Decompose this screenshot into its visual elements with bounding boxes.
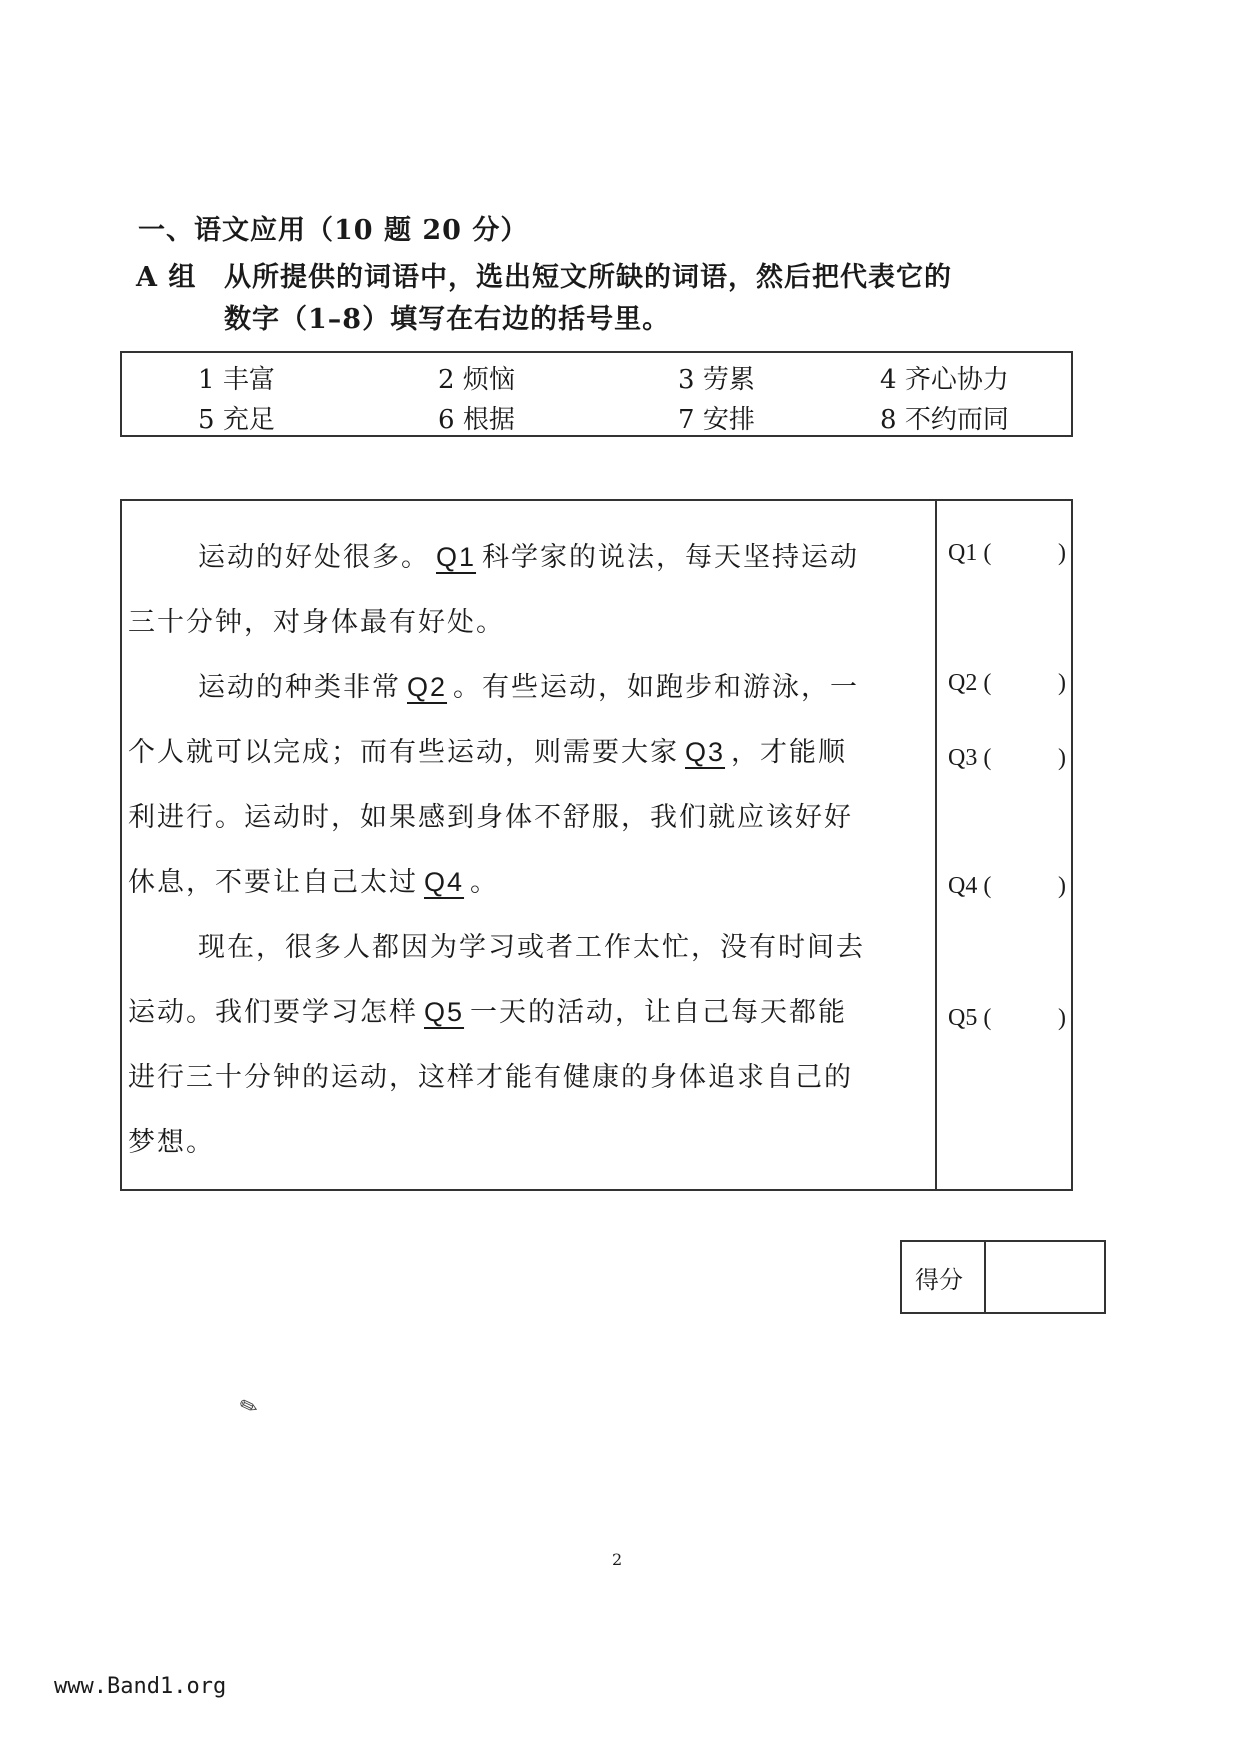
passage-line: 梦想。 bbox=[128, 1127, 215, 1158]
blank-q5: Q5 bbox=[424, 997, 465, 1027]
instruction-line-2: 数字（1–8）填写在右边的括号里。 bbox=[224, 304, 671, 335]
blank-q4: Q4 bbox=[424, 867, 465, 897]
column-divider bbox=[935, 499, 937, 1191]
blank-q3: Q3 bbox=[685, 737, 726, 767]
passage-line: 进行三十分钟的运动，这样才能有健康的身体追求自己的 bbox=[128, 1062, 853, 1093]
word-bank-item: 5 充足 bbox=[198, 405, 275, 435]
instruction-text-1: 从所提供的词语中，选出短文所缺的词语，然后把代表它的 bbox=[224, 262, 952, 293]
passage-line: 运动的好处很多。 Q1 科学家的说法，每天坚持运动 bbox=[198, 542, 860, 573]
passage-line: 现在，很多人都因为学习或者工作太忙，没有时间去 bbox=[198, 932, 865, 963]
passage-line: 个人就可以完成；而有些运动，则需要大家 Q3 ，才能顺 bbox=[128, 737, 848, 768]
blank-q2: Q2 bbox=[407, 672, 448, 702]
word-bank-item: 3 劳累 bbox=[678, 365, 755, 395]
pencil-mark-icon: ✎ bbox=[236, 1392, 263, 1423]
word-bank-item: 6 根据 bbox=[438, 405, 515, 435]
section-title: 一、语文应用（10 题 20 分） bbox=[138, 215, 529, 246]
word-bank-item: 8 不约而同 bbox=[880, 405, 1009, 435]
answer-slot-q5[interactable]: Q5 ( ) bbox=[948, 1005, 1066, 1031]
passage-line: 利进行。运动时，如果感到身体不舒服，我们就应该好好 bbox=[128, 802, 853, 833]
answer-slot-q1[interactable]: Q1 ( ) bbox=[948, 540, 1066, 566]
score-divider bbox=[984, 1240, 986, 1314]
passage-line: 运动的种类非常 Q2 。有些运动，如跑步和游泳，一 bbox=[198, 672, 860, 703]
word-bank-item: 4 齐心协力 bbox=[880, 365, 1009, 395]
word-bank-item: 2 烦恼 bbox=[438, 365, 515, 395]
blank-q1: Q1 bbox=[436, 542, 477, 572]
word-bank-box bbox=[120, 351, 1073, 437]
word-bank-item: 1 丰富 bbox=[198, 365, 275, 395]
answer-slot-q3[interactable]: Q3 ( ) bbox=[948, 745, 1066, 771]
score-label: 得分 bbox=[915, 1266, 963, 1294]
score-field[interactable] bbox=[990, 1246, 1100, 1308]
answer-slot-q2[interactable]: Q2 ( ) bbox=[948, 670, 1066, 696]
passage-line: 休息，不要让自己太过 Q4 。 bbox=[128, 867, 500, 898]
footer-url: www.Band1.org bbox=[54, 1674, 227, 1699]
word-bank-item: 7 安排 bbox=[678, 405, 755, 435]
passage-line: 三十分钟，对身体最有好处。 bbox=[128, 607, 505, 638]
passage-line: 运动。我们要学习怎样 Q5 一天的活动，让自己每天都能 bbox=[128, 997, 848, 1028]
group-label: A 组 bbox=[136, 262, 197, 293]
page-number: 2 bbox=[612, 1550, 623, 1569]
answer-slot-q4[interactable]: Q4 ( ) bbox=[948, 873, 1066, 899]
instruction-line-1 bbox=[136, 255, 952, 294]
